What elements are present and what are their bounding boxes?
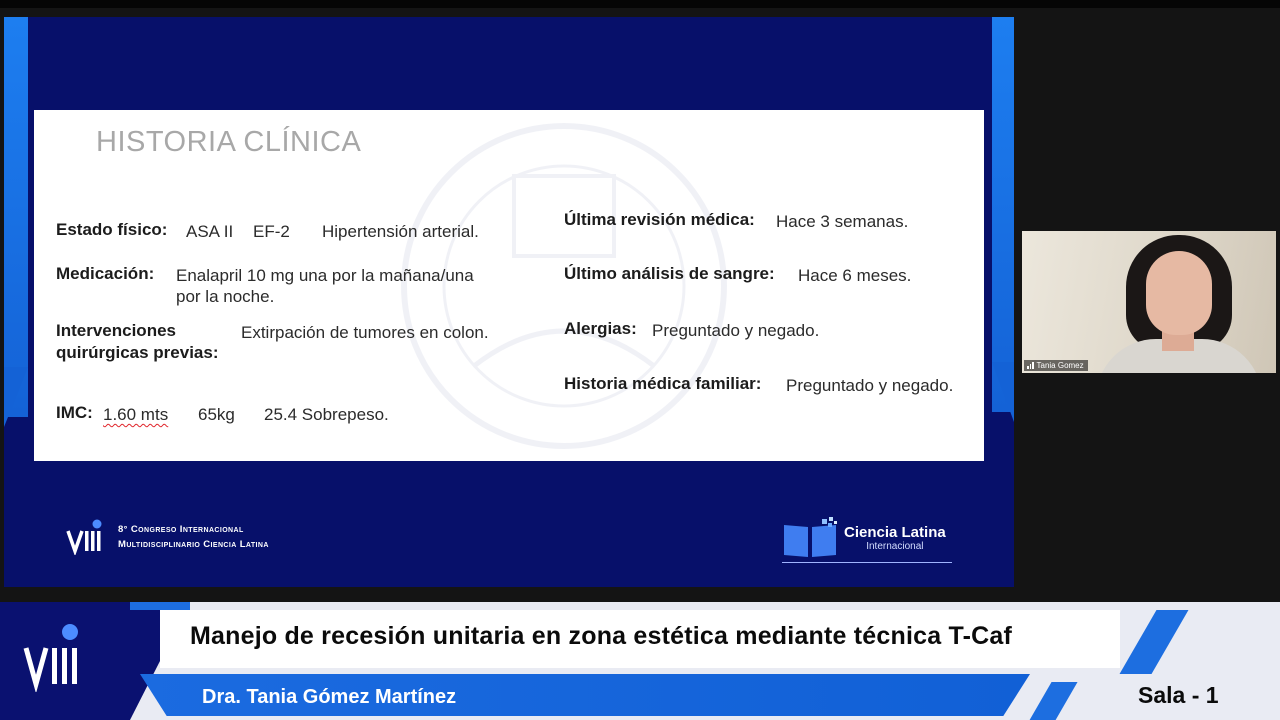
ciencia-latina-logo-block xyxy=(782,517,946,559)
estado-fisico-hta: Hipertensión arterial. xyxy=(322,222,479,241)
ciencia-latina-brand: Ciencia Latina xyxy=(844,524,946,541)
slide-content-card xyxy=(34,110,984,461)
imc-label: IMC: xyxy=(56,403,93,422)
medicacion-line-2: por la noche. xyxy=(176,287,275,306)
congress-line-2: Multidisciplinario Ciencia Latina xyxy=(118,539,269,550)
top-bar xyxy=(0,0,1280,8)
talk-title: Manejo de recesión unitaria en zona estética mediante técnica T-Caf xyxy=(190,622,1012,650)
medicacion-line-1: Enalapril 10 mg una por la mañana/una xyxy=(176,266,474,285)
shared-slide xyxy=(4,17,1014,587)
revision-value: Hace 3 semanas. xyxy=(776,212,909,231)
estado-fisico-label: Estado físico: xyxy=(56,220,168,239)
lower-third-banner xyxy=(0,602,1280,720)
familiar-value: Preguntado y negado. xyxy=(786,376,954,395)
alergias-value: Preguntado y negado. xyxy=(652,321,820,340)
slide-left-wedge xyxy=(4,367,28,427)
revision-label: Última revisión médica: xyxy=(564,210,755,229)
room-label: Sala - 1 xyxy=(1138,682,1219,708)
slide-right-stripe xyxy=(992,17,1014,412)
open-book-logo-icon xyxy=(782,517,838,559)
participant-name: Tania Gomez xyxy=(1036,361,1084,370)
imc-height xyxy=(103,404,168,425)
lower-third-accent xyxy=(130,602,190,610)
estado-fisico-ef: EF-2 xyxy=(253,222,290,241)
participant-name-tag xyxy=(1024,360,1088,371)
congress-line-1: 8° Congreso Internacional xyxy=(118,524,244,535)
accent-slash-bottom xyxy=(1028,682,1077,720)
intervenciones-label-2: quirúrgicas previas: xyxy=(56,343,219,362)
participant-video-tile[interactable] xyxy=(1022,231,1276,373)
congress-logo-block xyxy=(66,519,269,555)
participant-face xyxy=(1146,251,1212,335)
imc-height-text: 1.60 mts xyxy=(103,405,169,424)
alergias-label: Alergias: xyxy=(564,319,637,338)
accent-slash-top xyxy=(1120,610,1189,674)
medicacion-label: Medicación: xyxy=(56,264,155,283)
ciencia-latina-sub: Internacional xyxy=(866,541,924,552)
watermark-seal-icon xyxy=(364,116,764,456)
congress-viii-logo-icon xyxy=(66,519,106,555)
imc-value: 25.4 Sobrepeso. xyxy=(264,405,389,424)
slide-right-wedge xyxy=(992,362,1014,422)
familiar-label: Historia médica familiar: xyxy=(564,374,762,393)
intervenciones-label-1: Intervenciones xyxy=(56,321,176,340)
estado-fisico-asa: ASA II xyxy=(186,222,234,241)
intervenciones-value: Extirpación de tumores en colon. xyxy=(241,323,489,342)
slide-left-stripe xyxy=(4,17,28,417)
viii-congress-logo-icon xyxy=(22,622,92,692)
analisis-value: Hace 6 meses. xyxy=(798,266,912,285)
imc-weight: 65kg xyxy=(198,405,235,424)
speaker-name: Dra. Tania Gómez Martínez xyxy=(202,686,457,708)
slide-heading: HISTORIA CLÍNICA xyxy=(96,126,362,158)
signal-strength-icon xyxy=(1027,362,1034,369)
analisis-label: Último análisis de sangre: xyxy=(564,264,775,283)
brand-underline xyxy=(782,562,952,563)
